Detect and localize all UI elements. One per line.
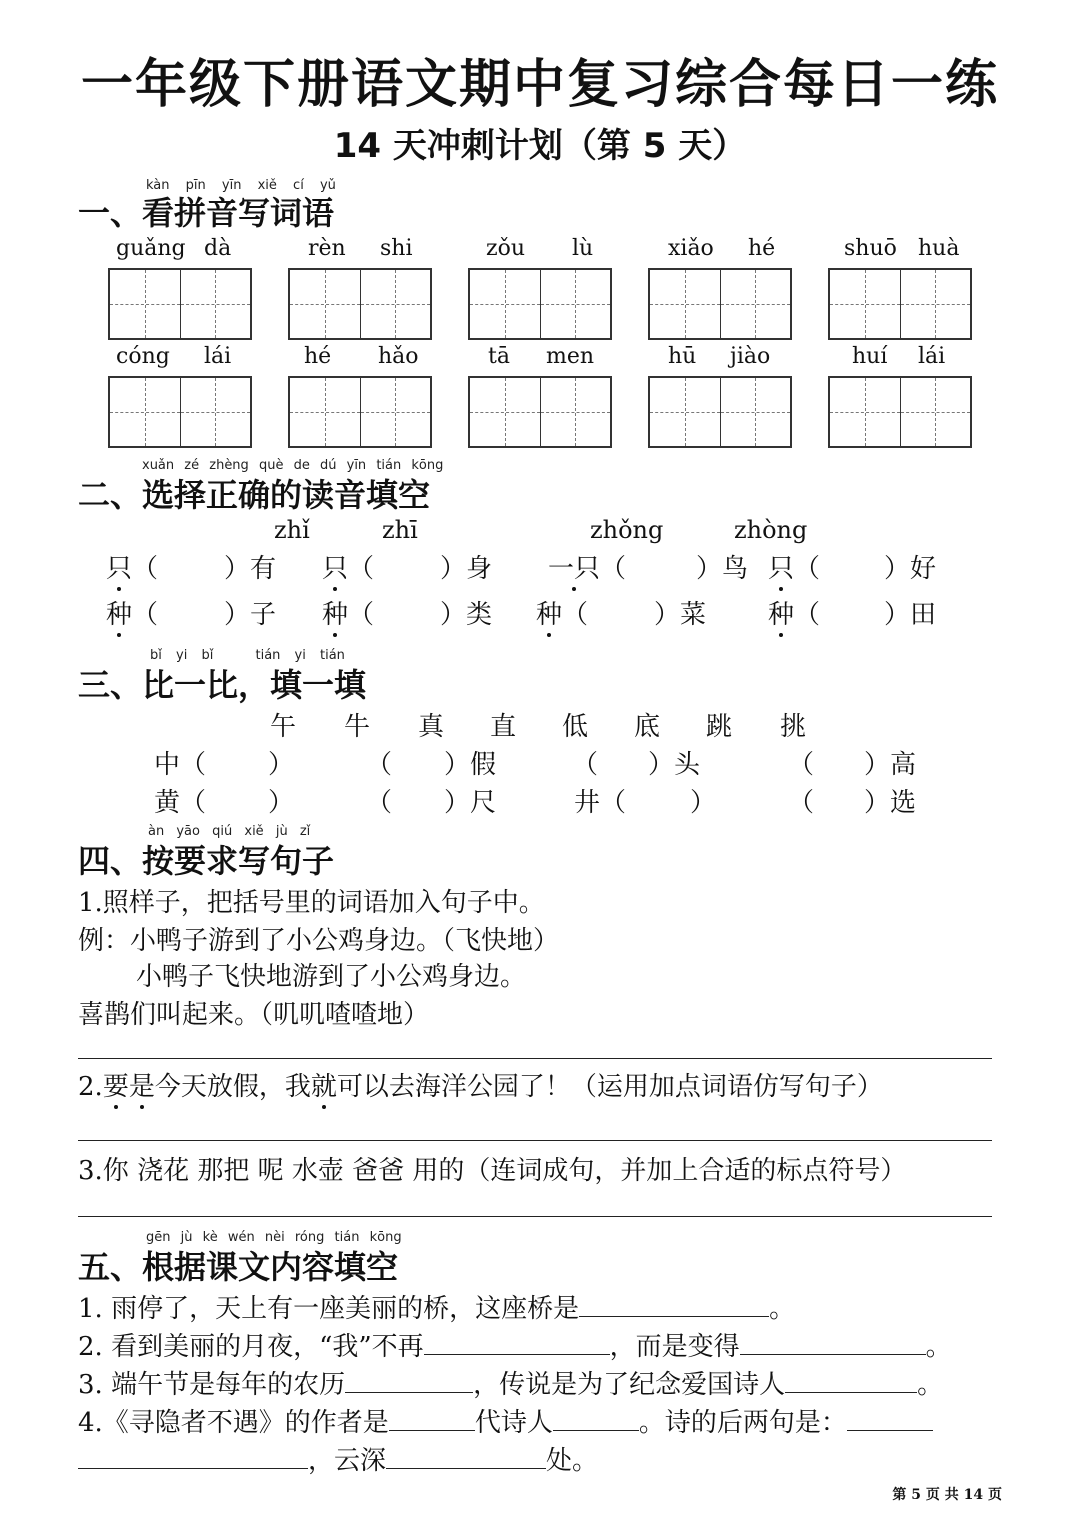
ruby-syllable: xiě xyxy=(244,824,264,839)
dotted-char: 是 xyxy=(128,1072,155,1102)
ruby-syllable: wén xyxy=(227,1230,255,1245)
ruby-syllable: cí xyxy=(293,178,304,193)
fill-item: 只（ xyxy=(768,554,821,584)
compare-blank: 黄（ xyxy=(154,788,207,818)
ruby-syllable: yǔ xyxy=(319,178,336,193)
fill-sentence-4 xyxy=(78,1402,933,1439)
compare-blank: ） xyxy=(268,788,295,818)
pinyin-b: men xyxy=(546,344,595,369)
compare-blank: ）尺 xyxy=(444,788,497,818)
section1-heading: 一、看拼音写词语 xyxy=(78,194,335,232)
fill-item-close: ）好 xyxy=(884,554,937,584)
compare-char: 午 xyxy=(270,712,297,742)
compare-char: 挑 xyxy=(780,712,807,742)
pinyin-b: lái xyxy=(918,344,946,369)
page-number: 第 5 页 共 14 页 xyxy=(892,1487,1002,1503)
example-sentence: 例：小鸭子游到了小公鸡身边。（飞快地） xyxy=(78,926,560,956)
fill-suffix: 菜 xyxy=(680,600,707,630)
pinyin-b: shi xyxy=(380,236,413,261)
pinyin-b: jiào xyxy=(730,344,771,369)
dotted-char: 种 xyxy=(322,600,349,630)
writing-grid[interactable] xyxy=(288,268,432,340)
pinyin-a: hé xyxy=(304,344,332,369)
fill-item: 种（ xyxy=(106,600,159,630)
pinyin-a: hū xyxy=(668,344,697,369)
question-2 xyxy=(78,1066,883,1103)
ruby-syllable: kè xyxy=(202,1230,218,1245)
writing-grid[interactable] xyxy=(108,376,252,448)
dotted-char: 要 xyxy=(102,1072,129,1102)
ruby-syllable: jù xyxy=(180,1230,193,1245)
choice-pinyin: zhǒng xyxy=(590,516,664,544)
sentence-text: 1. 雨停了，天上有一座美丽的桥，这座桥是 xyxy=(78,1294,580,1324)
compare-blank: ）假 xyxy=(444,750,497,780)
ruby-syllable: yi xyxy=(176,648,188,663)
fill-suffix: 鸟 xyxy=(722,554,749,584)
ruby-syllable: zé xyxy=(184,458,200,473)
ruby-syllable: yāo xyxy=(176,824,200,839)
ruby-syllable: àn xyxy=(148,824,165,839)
ruby-syllable: dú xyxy=(319,458,337,473)
fill-item: 只（ xyxy=(106,554,159,584)
ruby-syllable: kōng xyxy=(369,1230,402,1245)
fill-item-close: ）身 xyxy=(440,554,493,584)
ruby-syllable: kàn xyxy=(146,178,170,193)
dotted-char: 种 xyxy=(106,600,133,630)
ruby-syllable: pīn xyxy=(185,178,206,193)
answer-line[interactable] xyxy=(78,1140,992,1141)
compare-char: 牛 xyxy=(344,712,371,742)
compare-blank: ）高 xyxy=(864,750,917,780)
fill-suffix: 子 xyxy=(250,600,277,630)
writing-grid[interactable] xyxy=(468,268,612,340)
fill-suffix: 好 xyxy=(910,554,937,584)
compare-blank: ）头 xyxy=(648,750,701,780)
answer-blank[interactable] xyxy=(579,1292,769,1317)
choice-pinyin: zhòng xyxy=(734,516,808,544)
pinyin-b: lái xyxy=(204,344,232,369)
ruby-syllable: xuǎn xyxy=(142,458,175,473)
ruby-syllable: gēn xyxy=(146,1230,171,1245)
answer-line[interactable] xyxy=(78,1216,992,1217)
writing-grid[interactable] xyxy=(288,376,432,448)
section5-heading: 五、根据课文内容填空 xyxy=(78,1248,399,1286)
example-answer: 小鸭子飞快地游到了小公鸡身边。 xyxy=(136,962,527,992)
compare-blank: ） xyxy=(690,788,717,818)
writing-grid[interactable] xyxy=(468,376,612,448)
fill-item-close: ）子 xyxy=(224,600,277,630)
pinyin-a: zǒu xyxy=(486,236,526,261)
ruby-syllable: què xyxy=(258,458,284,473)
ruby-syllable: bǐ xyxy=(150,648,162,663)
pinyin-b: huà xyxy=(918,236,960,261)
compare-blank: 中（ xyxy=(154,750,207,780)
compare-blank: （ xyxy=(366,788,393,818)
sentence-text: 。诗的后两句是： xyxy=(638,1408,847,1438)
fill-suffix: 类 xyxy=(466,600,493,630)
fill-item-close: ）田 xyxy=(884,600,937,630)
fill-item-close: ）鸟 xyxy=(696,554,749,584)
page-title: 一年级下册语文期中复习综合每日一练 xyxy=(80,55,999,115)
sentence-text: ，云深 xyxy=(308,1446,387,1476)
question-text: 可以去海洋公园了！（运用加点词语仿写句子） xyxy=(336,1072,883,1102)
answer-blank[interactable] xyxy=(847,1406,933,1431)
dotted-char: 只 xyxy=(768,554,795,584)
ruby-syllable: zhèng xyxy=(209,458,249,473)
ruby-syllable: tián xyxy=(255,648,281,663)
compare-blank: （ xyxy=(788,750,815,780)
sentence-text: 2. 看到美丽的月夜，“我”不再 xyxy=(78,1332,424,1362)
fill-sentence-5 xyxy=(78,1440,598,1477)
fill-item: 种（ xyxy=(768,600,821,630)
pinyin-a: rèn xyxy=(308,236,346,261)
question-1: 1.照样子，把括号里的词语加入句子中。 xyxy=(78,888,545,918)
question-text: 今天放假，我 xyxy=(154,1072,311,1102)
fill-item-close: ）菜 xyxy=(654,600,707,630)
choice-pinyin: zhī xyxy=(382,516,418,544)
ruby-syllable: tián xyxy=(376,458,402,473)
compare-char: 跳 xyxy=(706,712,733,742)
compare-blank: （ xyxy=(366,750,393,780)
answer-blank[interactable] xyxy=(785,1368,917,1393)
writing-grid[interactable] xyxy=(828,376,972,448)
compare-char: 低 xyxy=(562,712,589,742)
answer-blank[interactable] xyxy=(389,1406,475,1431)
ruby-syllable: yīn xyxy=(221,178,242,193)
section4-heading: 四、按要求写句子 xyxy=(78,842,335,880)
pinyin-a: guǎng xyxy=(116,236,186,261)
writing-grid[interactable] xyxy=(648,376,792,448)
sentence-text: 4.《寻隐者不遇》的作者是 xyxy=(78,1408,389,1438)
writing-grid[interactable] xyxy=(828,268,972,340)
dotted-char: 种 xyxy=(768,600,795,630)
sentence-text: 处。 xyxy=(546,1446,599,1476)
ruby-syllable: qiú xyxy=(212,824,233,839)
writing-grid[interactable] xyxy=(648,268,792,340)
answer-line[interactable] xyxy=(78,1058,992,1059)
ruby-syllable: zǐ xyxy=(299,824,311,839)
answer-blank[interactable] xyxy=(740,1330,926,1355)
fill-suffix: 有 xyxy=(250,554,277,584)
section3-heading: 三、比一比，填一填 xyxy=(78,666,367,704)
ruby-syllable: nèi xyxy=(264,1230,285,1245)
ruby-syllable: de xyxy=(293,458,310,473)
ruby-syllable: tián xyxy=(320,648,345,663)
choice-pinyin: zhǐ xyxy=(274,516,310,544)
compare-blank: ） xyxy=(268,750,295,780)
pinyin-a: huí xyxy=(852,344,888,369)
compare-blank: （ xyxy=(572,750,599,780)
ruby-syllable: kōng xyxy=(411,458,444,473)
pinyin-b: hǎo xyxy=(378,344,419,369)
dotted-char: 一只 xyxy=(548,554,601,584)
pinyin-b: dà xyxy=(204,236,232,261)
section2-heading: 二、选择正确的读音填空 xyxy=(78,476,431,514)
fill-item-close: ）类 xyxy=(440,600,493,630)
sentence-text: 。 xyxy=(917,1370,944,1400)
pinyin-a: tā xyxy=(488,344,510,369)
ruby-syllable: yi xyxy=(294,648,306,663)
page-subtitle: 14 天冲刺计划（第 5 天） xyxy=(333,126,747,166)
writing-grid[interactable] xyxy=(108,268,252,340)
ruby-syllable: xiě xyxy=(257,178,277,193)
sentence-text: ，而是变得 xyxy=(609,1332,740,1362)
question-1-task: 喜鹊们叫起来。（叽叽喳喳地） xyxy=(78,1000,430,1030)
pinyin-b: hé xyxy=(748,236,776,261)
ruby-syllable: bǐ xyxy=(201,648,214,663)
fill-item-close: ）有 xyxy=(224,554,277,584)
sentence-text: 3. 端午节是每年的农历 xyxy=(78,1370,346,1400)
ruby-syllable: róng xyxy=(294,1230,325,1245)
question-number: 2. xyxy=(78,1072,103,1102)
pinyin-b: lù xyxy=(572,236,594,261)
dotted-char: 种 xyxy=(536,600,563,630)
fill-sentence-1 xyxy=(78,1288,795,1325)
pinyin-a: cóng xyxy=(116,344,170,369)
pinyin-a: shuō xyxy=(844,236,897,261)
compare-blank: 井（ xyxy=(574,788,627,818)
compare-char: 底 xyxy=(634,712,661,742)
answer-blank[interactable] xyxy=(553,1406,639,1431)
compare-char: 真 xyxy=(418,712,445,742)
answer-blank[interactable] xyxy=(424,1330,610,1355)
fill-sentence-3 xyxy=(78,1364,943,1401)
dotted-char: 只 xyxy=(322,554,349,584)
ruby-syllable: jù xyxy=(275,824,288,839)
compare-char: 直 xyxy=(490,712,517,742)
sentence-text: ，传说是为了纪念爱国诗人 xyxy=(473,1370,786,1400)
dotted-char: 只 xyxy=(106,554,133,584)
fill-suffix: 身 xyxy=(466,554,493,584)
pinyin-a: xiǎo xyxy=(668,236,714,261)
answer-blank[interactable] xyxy=(78,1444,308,1469)
sentence-text: 。 xyxy=(769,1294,796,1324)
fill-item: 种（ xyxy=(322,600,375,630)
question-3: 3.你 浇花 那把 呢 水壶 爸爸 用的（连词成句，并加上合适的标点符号） xyxy=(78,1156,907,1186)
sentence-text: 代诗人 xyxy=(474,1408,553,1438)
ruby-syllable: tián xyxy=(334,1230,360,1245)
fill-sentence-2 xyxy=(78,1326,952,1363)
dotted-char: 就 xyxy=(310,1072,337,1102)
answer-blank[interactable] xyxy=(386,1444,546,1469)
fill-item: 一只（ xyxy=(548,554,627,584)
fill-suffix: 田 xyxy=(910,600,937,630)
compare-blank: （ xyxy=(788,788,815,818)
ruby-syllable: yīn xyxy=(346,458,367,473)
fill-item: 只（ xyxy=(322,554,375,584)
compare-blank: ）选 xyxy=(864,788,917,818)
sentence-text: 。 xyxy=(925,1332,952,1362)
answer-blank[interactable] xyxy=(345,1368,473,1393)
fill-item: 种（ xyxy=(536,600,589,630)
